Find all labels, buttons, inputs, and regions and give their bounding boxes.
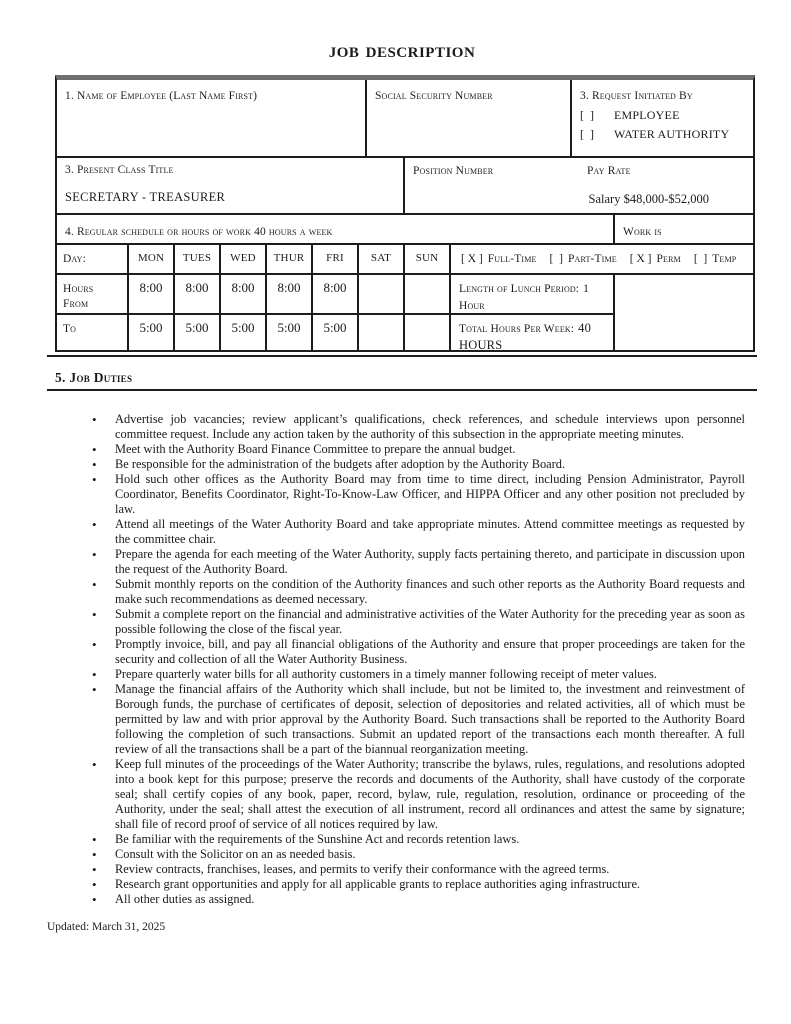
from-mon: 8:00 (129, 275, 175, 315)
day-header-sat: SAT (359, 245, 405, 275)
position-number-pay-rate-cell (405, 158, 753, 215)
fulltime-checkbox: [ X ] (461, 253, 483, 265)
present-class-title-label: 3. Present Class Title (65, 164, 174, 176)
name-of-employee-label: 1. Name of Employee (Last Name First) (65, 90, 258, 102)
day-header-thur: THUR (267, 245, 313, 275)
water-authority-checkbox: [ ] (580, 127, 594, 141)
form-row-schedule-header (57, 215, 753, 245)
duty-item: • All other duties as assigned. (91, 892, 745, 907)
present-class-title-cell (57, 158, 405, 215)
duty-item: • Research grant opportunities and apply for all applicable grants to replace authorities aging infrastructure. (91, 877, 745, 892)
from-thur: 8:00 (267, 275, 313, 315)
duty-item: • Submit monthly reports on the condition of the Authority finances and such other reports as the Authority Board requests and make such recommendations as deemed necessary. (91, 577, 745, 607)
job-duties-heading: 5. Job Duties (55, 370, 133, 385)
day-header-mon: MON (129, 245, 175, 275)
to-sat (359, 315, 405, 350)
fulltime-option (461, 253, 537, 265)
job-duties-list (91, 412, 745, 907)
social-security-number-label: Social Security Number (375, 90, 493, 102)
employee-checkbox: [ ] (580, 108, 594, 122)
work-is-answer-space (615, 275, 753, 315)
updated-date: Updated: March 31, 2025 (47, 921, 166, 933)
duty-item: • Review contracts, franchises, leases, and permits to verify their conformance with the agreed terms. (91, 862, 745, 877)
social-security-number-cell (367, 80, 572, 158)
to-fri: 5:00 (313, 315, 359, 350)
from-fri: 8:00 (313, 275, 359, 315)
total-hours-label: Total Hours Per Week: (459, 323, 575, 335)
page-title: JOB DESCRIPTION (328, 45, 476, 61)
water-authority-option-label: WATER AUTHORITY (614, 127, 730, 141)
regular-schedule-label: 4. Regular schedule or hours of work 40 hours a week (65, 226, 333, 238)
to-tues: 5:00 (175, 315, 221, 350)
present-class-title-value: SECRETARY - TREASURER (65, 190, 226, 204)
form-row-employee (57, 80, 753, 158)
regular-schedule-cell (57, 215, 615, 245)
duty-item: • Consult with the Solicitor on an as needed basis. (91, 847, 745, 862)
employment-type-cell (451, 245, 753, 275)
schedule-days-header-row (57, 245, 753, 275)
hours-from-label: Hours From (63, 283, 94, 310)
table-bottom-rule (47, 355, 757, 357)
duty-item: • Submit a complete report on the financial and administrative activities of the Water Authority for the preceding year as soon as possible following the close of the fiscal year. (91, 607, 745, 637)
work-is-answer-space-lower (615, 315, 753, 350)
request-initiated-by-cell (572, 80, 753, 158)
parttime-checkbox: [ ] (549, 253, 563, 265)
day-header-fri: FRI (313, 245, 359, 275)
duty-item: • Prepare quarterly water bills for all authority customers in a timely manner following receipt of meter values. (91, 667, 745, 682)
fulltime-label: Full-Time (487, 253, 537, 265)
duty-item: • Prepare the agenda for each meeting of the Water Authority, supply facts pertaining thereto, and participate in discussion upon the request of the Authority Board. (91, 547, 745, 577)
day-header-sun: SUN (405, 245, 451, 275)
duty-item: • Manage the financial affairs of the Authority which shall include, but not be limited to, the investment and reinvestment of Borough funds, the purchase of certificates of deposit, selection of depositories and related activities, all of which must be permitted by law and with prior approval by the Authority Board. Such transactions shall be reported to the Authority Board following the completion of such transactions. Submit an updated report of the transactions each month thereafter. A full review of all the transactions shall be a part of the biannual reorganization meeting. (91, 682, 745, 757)
to-thur: 5:00 (267, 315, 313, 350)
parttime-option (550, 253, 617, 265)
temp-checkbox: [ ] (693, 253, 708, 265)
temp-label: Temp (712, 253, 737, 265)
lunch-period-label: Length of Lunch Period: (459, 283, 580, 295)
to-mon: 5:00 (129, 315, 175, 350)
name-of-employee-cell (57, 80, 367, 158)
day-header-wed: WED (221, 245, 267, 275)
job-duties-rule (47, 389, 757, 391)
lunch-period-value: 1 Hour (459, 283, 590, 312)
perm-option (630, 253, 681, 265)
job-description-form-table (55, 75, 755, 352)
employee-option-label: EMPLOYEE (614, 108, 680, 122)
day-header-label: Day: (63, 253, 86, 265)
day-header-tues: TUES (175, 245, 221, 275)
total-hours-cell (451, 315, 615, 350)
perm-checkbox: [ X ] (629, 253, 652, 265)
day-header-cell (57, 245, 129, 275)
duty-item: • Be familiar with the requirements of the Sunshine Act and records retention laws. (91, 832, 745, 847)
request-option-water-authority (580, 127, 745, 142)
lunch-period-cell (451, 275, 615, 315)
request-initiated-by-label: 3. Request Initiated By (580, 90, 693, 102)
to-cell (57, 315, 129, 350)
duty-item: • Keep full minutes of the proceedings of the Water Authority; transcribe the bylaws, rules, regulations, and resolutions adopted into a book kept for this purpose; preserve the records and documents of the Authority, shall have custody of the corporate seal; shall certify copies of any book, paper, record, bylaw, rule, regulation, resolution, ordinance or proceeding of the Authority, under the seal; shall attest the execution of all instrument, record all ordinances and attest the same by signature; shall file of record proof of service of all notices required by law. (91, 757, 745, 832)
to-wed: 5:00 (221, 315, 267, 350)
temp-option (694, 253, 737, 265)
form-row-class-title (57, 158, 753, 215)
duty-item: • Be responsible for the administration of the budgets after adoption by the Authority Board. (91, 457, 745, 472)
parttime-label: Part-Time (567, 253, 617, 265)
from-tues: 8:00 (175, 275, 221, 315)
duty-item: • Advertise job vacancies; review applicant’s qualifications, check references, and schedule interviews upon personnel committee request. Include any action taken by the authority of this subsection in the appropriate meeting minutes. (91, 412, 745, 442)
work-is-label: Work is (623, 226, 662, 238)
from-sat (359, 275, 405, 315)
duty-item: • Hold such other offices as the Authority Board may from time to time direct, including Pension Administrator, Payroll Coordinator, Benefits Coordinator, Right-To-Know-Law Officer, and HIPPA Officer and any other position not precluded by law. (91, 472, 745, 517)
to-sun (405, 315, 451, 350)
pay-rate-label: Pay Rate (587, 165, 631, 177)
from-sun (405, 275, 451, 315)
request-option-employee (580, 108, 745, 123)
duty-item: • Attend all meetings of the Water Authority Board and take appropriate minutes. Attend committee meetings as requested by the committee chair. (91, 517, 745, 547)
duty-item: • Promptly invoice, bill, and pay all financial obligations of the Authority and ensure that proper proceedings are taken for the security and collection of all the Water Authority Business. (91, 637, 745, 667)
perm-label: Perm (656, 253, 681, 265)
to-label: To (63, 323, 77, 335)
total-hours-value: 40 HOURS (459, 321, 592, 350)
schedule-hours-from-row (57, 275, 753, 315)
position-number-label: Position Number (413, 165, 494, 177)
from-wed: 8:00 (221, 275, 267, 315)
hours-from-cell (57, 275, 129, 315)
duty-item: • Meet with the Authority Board Finance Committee to prepare the annual budget. (91, 442, 745, 457)
work-is-cell (615, 215, 753, 245)
pay-rate-value: Salary $48,000-$52,000 (588, 192, 709, 206)
schedule-to-row (57, 315, 753, 350)
